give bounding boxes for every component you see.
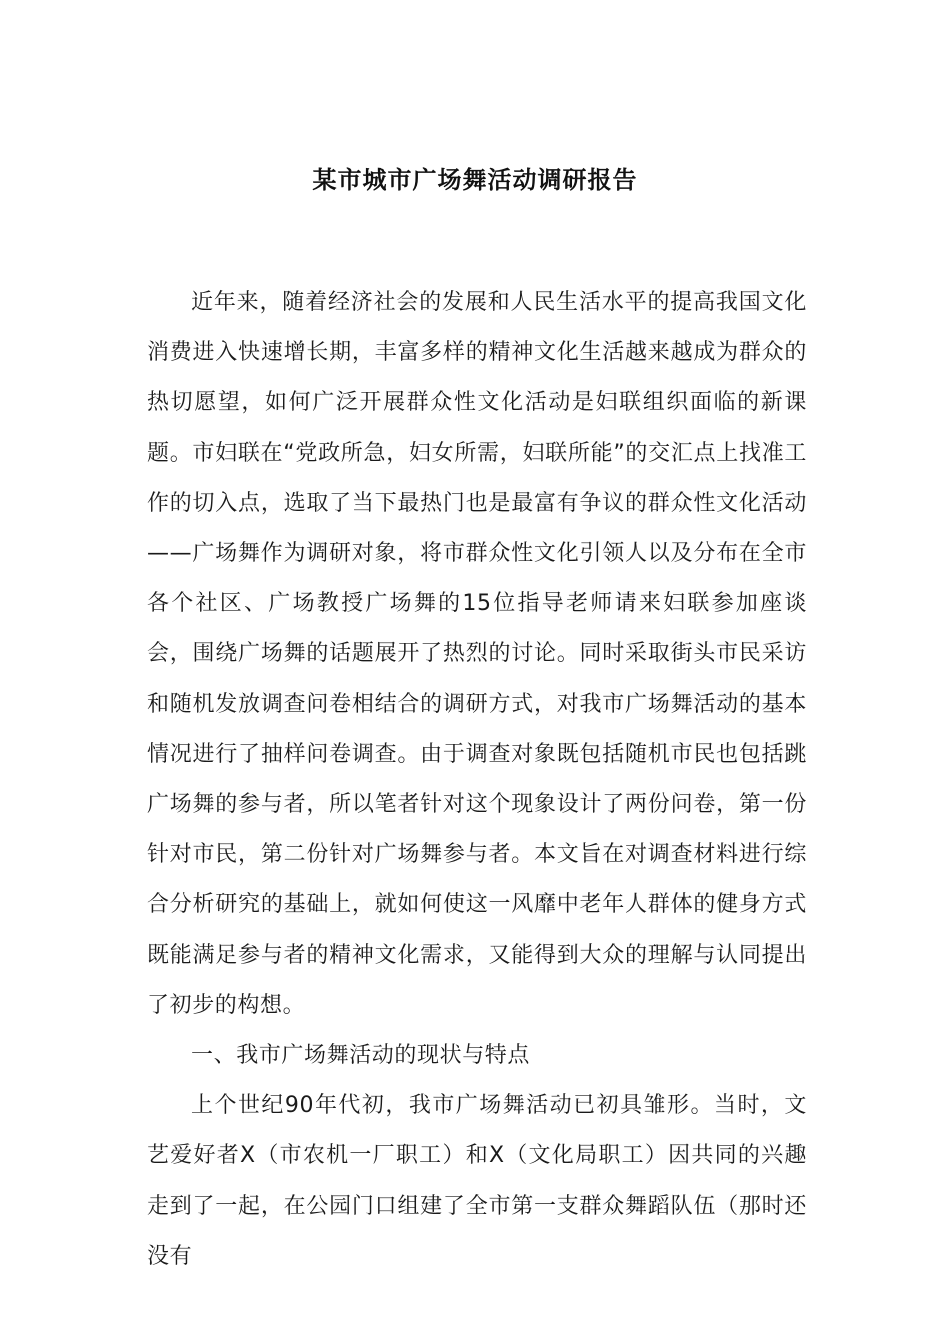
document-body bbox=[147, 278, 807, 1282]
section-heading: 一、我市广场舞活动的现状与特点 bbox=[191, 1043, 531, 1069]
paragraph-introduction: 近年来，随着经济社会的发展和人民生活水平的提高我国文化消费进入快速增长期，丰富多样的精神文化生活越来越成为群众的热切愿望，如何广泛开展群众性文化活动是妇联组织面临的新课题。市妇联在“党政所急，妇女所需，妇联所能”的交汇点上找准工作的切入点，选取了当下最热门也是最富有争议的群众性文化活动——广场舞作为调研对象，将市群众性文化引领人以及分布在全市各个社区、广场教授广场舞的15位指导老师请来妇联参加座谈会，围绕广场舞的话题展开了热烈的讨论。同时采取街头市民采访和随机发放调查问卷相结合的调研方式，对我市广场舞活动的基本情况进行了抽样问卷调查。由于调查对象既包括随机市民也包括跳广场舞的参与者，所以笔者针对这个现象设计了两份问卷，第一份针对市民，第二份针对广场舞参与者。本文旨在对调查材料进行综合分析研究的基础上，就如何使这一风靡中老年人群体的健身方式既能满足参与者的精神文化需求，又能得到大众的理解与认同提出了初步的构想。 bbox=[147, 290, 807, 1018]
paragraph-history: 上个世纪90年代初，我市广场舞活动已初具雏形。当时，文艺爱好者X（市农机一厂职工）和X（文化局职工）因共同的兴趣走到了一起，在公园门口组建了全市第一支群众舞蹈队伍（那时还没有 bbox=[147, 1093, 807, 1269]
document-title: 某市城市广场舞活动调研报告 bbox=[312, 165, 638, 194]
